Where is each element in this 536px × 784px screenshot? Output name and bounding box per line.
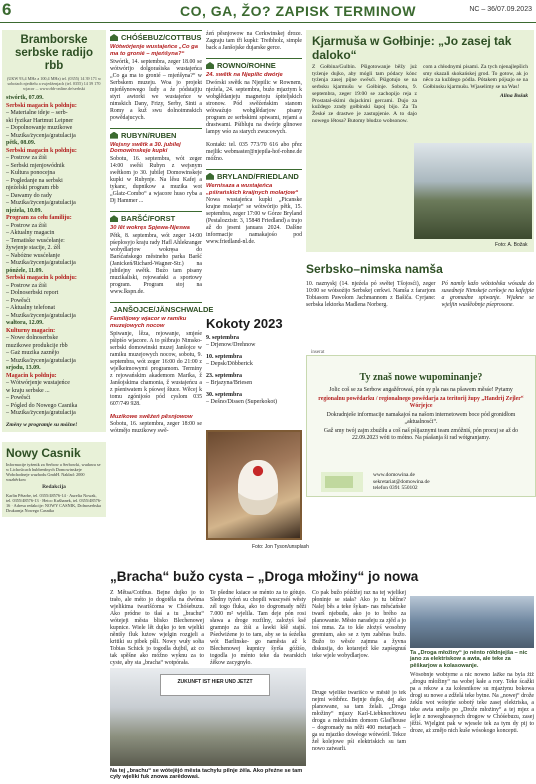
kokoty-place: – Depsk/Döbberick	[206, 361, 253, 367]
program-item: – Pogledanje na serbski	[6, 177, 63, 184]
event-text: Sobotu, 16. septembra, wót zeger 14:00 swěśi Rubyn z wejsnym swětkom jo 30. jubilej Domowinskeje kupki w Rubynje. Na lěsu Kafej a tykanc, dupnikow a muzika wot „Glatz-Combo“ a wjacore huso ryba a Dj Hammer ...	[110, 156, 202, 205]
radio-title: Bramborske serbske radijo rbb	[15, 34, 93, 72]
section-label: ROWNO/ROHNE	[217, 61, 276, 70]
program-item: – Materialne ideje – serb-	[6, 110, 68, 116]
ad-text: Jolic coš se za Serbow angažěrowaś, pón sy pla nas na pšawem měsśe! Pytamy	[329, 387, 513, 393]
program-date: njeźela, 10.09.	[6, 207, 42, 214]
program-item: – Serbski mjenjowódnik	[6, 162, 65, 169]
kokoty-entry	[206, 373, 302, 387]
kokoty-entry	[206, 335, 302, 349]
ad-phone: telefon 0391 550102	[373, 485, 418, 492]
kokoty-date: 9. septembra	[206, 335, 239, 341]
notice-text: 10. naznyskj (14. njeźela pó swětej Tšojosći), zeger 10:00 se wótsoźijo Serbskej cerkwi. Namša z fararjom Tobiasom Pawolom Jachmannom z Bašiča. Cyrjane: serbska lektorka Madlena Norberg.	[306, 281, 436, 308]
house-icon	[206, 173, 214, 180]
radio-program	[6, 95, 102, 418]
kokoty-place: – Brjazyna/Briesen	[206, 380, 253, 386]
job-ad	[306, 350, 536, 497]
program-item: muzikowe produkcije rbb	[6, 342, 68, 349]
section-label: CHÓŚEBUZ/COTTBUS	[121, 33, 202, 42]
section-ruben	[110, 128, 202, 140]
article-author: Alina Božak	[500, 92, 528, 99]
program-item: – Pógled do Nowego Casnika	[6, 402, 78, 409]
kokoty-date: 30. septembra	[206, 392, 242, 398]
section-jaenschwalde	[110, 302, 214, 314]
program-show: Serbski magacin k połdnju:	[6, 275, 77, 281]
program-item: – Muzika/życenja/gratulacija	[6, 357, 76, 364]
events-column-1	[110, 30, 214, 441]
left-column	[2, 30, 106, 780]
ad-contact	[373, 472, 430, 492]
ad-email-link[interactable]: sekretariat@domowina.de	[373, 478, 430, 485]
house-icon	[110, 34, 118, 41]
program-item: – Dawamy do rady	[6, 192, 52, 199]
program-item: – Postrow za źiśi	[6, 155, 47, 161]
kokoty-place: – Dešno/Dissen (Superkokot)	[206, 399, 277, 405]
program-item: – Gaż muzika zaznějo	[6, 350, 60, 356]
radio-box	[2, 30, 106, 432]
program-item: – Postrow za źiśi	[6, 282, 47, 289]
section-label: RUBYN/RUBEN	[121, 130, 177, 140]
program-item: – Muzika/życenja/gratulacija	[6, 200, 76, 206]
program-item: – Aktualny telefonat	[6, 305, 55, 311]
kokoty-title: Kokoty 2023	[206, 316, 283, 331]
event-subtitle: Wernisaza a wustajeńca „pśirańskich kraijnych molarjow“	[206, 182, 299, 196]
event-text: Stwórtk, 14. septembra, zeger 18.00 se wótwórijo dolgoraśiska wustajeńca „Co ga ma to gronié – mjeńšyna?“ w Serbskem muzeju. Woa jo projekt mjeńšynowego ludy a źe pódstajiju styri awtorki we wustajeńce w nimskich Dany, Frizy, Serby, Sinti a Romy a kuž swu dolnoimnskich powědajucych.	[110, 58, 202, 121]
ad-title: Ty znaš nowe wupominanje?	[359, 372, 483, 383]
kokoty-entry	[206, 392, 302, 406]
event-text: Pětk, 8. septembra, wót zeger 14:00 pśeplosyjo kraju rady Hafl Ahlekranger wobydlarjow wokręsa do Barśćańskego městneho parka Baršć (Janickeń/Richard-Wagner-Str.) na jubilejny swětk. Buźo tam pisany muzikaliski, rejowański a sportowy program. Program stoj na www.lkspn.de.	[110, 232, 202, 295]
article-text: com a chłodnymi pisami. Za tych njenajlepšich smy skazali skokańskej grod. To gotow, ak jo něco za kuždego pódla. Pótakem pójsajo se na Gołbinsku kjarmušu. Wjaselimy se na Was!	[423, 64, 528, 91]
program-item: – Powěsći	[6, 297, 31, 304]
kermis-photo	[414, 143, 532, 239]
events-column-2	[206, 30, 302, 252]
photo-banner: ZUKUNFT IST HIER UND JETZT	[160, 674, 270, 696]
kokoty-place: – Drjenow/Drehnow	[206, 342, 256, 348]
program-date: srjodu, 13.09.	[6, 365, 41, 371]
rooster-photo	[206, 430, 302, 540]
page-title: CO, GA, ŽO? ZAPISK TERMINOW	[180, 3, 416, 19]
program-item: – Muzika/życenja/gratulacija	[6, 312, 76, 319]
kokoty-date: 23. septembra	[206, 373, 242, 379]
ad-text: Dokradnješe informacije namakajoś na našom internetowem boce pód gronidłom „aktualnosći“.	[326, 412, 516, 425]
photo-credit: Foto: A. Božak	[495, 242, 528, 248]
imprint-contacts: Karlin Pětarbe, tel. 0355/48576-14 · Aurelia Nowak, tel. 0355/48576-13 · Heico Kušhanek, tel. 0355/48576-16 · Adresa redakcije: NOWY CASNIK, Dolnoserbska Drukarnja Nowego Casnika	[6, 492, 102, 514]
program-item: – Muzika/życenja/gratulacija	[6, 410, 76, 416]
house-icon	[110, 132, 118, 139]
program-item: žywjenje stacije, 2. źěl	[6, 245, 61, 251]
section-forst	[110, 211, 202, 223]
wasteland-photo	[110, 668, 306, 766]
program-item: – Powěsći	[6, 395, 31, 401]
section-label: BARŠĆ/FORST	[121, 214, 176, 224]
article-title: Kjarmuša w Gołbinje: „Jo zasej tak daloko“	[312, 34, 512, 62]
program-show: Program za cełu familiju:	[6, 215, 72, 221]
program-date: pónźele, 11.09.	[6, 267, 43, 274]
ad-text: Gaž smy twój zajm zbuźiłu a coš naš pśijaznymi team zmóžniś, pón procuj se až do 22.09.2023 wóti to mótno. Na pśašanja ši rad wótgranjamy.	[323, 428, 519, 441]
section-label: JANŠOJCE/JÄNSCHWALDE	[113, 304, 214, 314]
house-icon	[206, 62, 214, 69]
rooster-figure	[238, 460, 278, 515]
program-date: stwórtk, 07.09.	[6, 95, 44, 101]
program-item: – Kultura ponocejna	[6, 170, 55, 176]
bottom-text: Te pšedne ksiace se ménto za to gótujo. Sledny tyźeń su chopili wuscyséś wěsty zél togo fluka, ako to dogromady něži 7.000 m² wjelila. Tam deje pón rosi sława a droge rozfilny, zalożyś ksě gramnjo za źiśi a ławki kšě stajiś. Pśedwiźene jo to tam, aby se ta śeźelka wót Barlinske- go naměsta až k Blechenowej kupnicy šyrša góźiśo, togodla jo ménto teke da twarskich źěkow zacygnyło.	[210, 590, 306, 666]
program-item: – Tematiske wusćełanje:	[6, 237, 65, 244]
notice-title: Serbsko–nimska namša	[306, 262, 443, 276]
mass-notice	[306, 262, 534, 315]
ad-position: regionalnu powědarku / regionalnego powědarja za teritorij župy „Handrij Zejler“ Wórjejce	[318, 396, 524, 409]
photo-caption: Na tej „brachu“ se wótejějó města tachylu pilnje źěla. Ako přeźne se tam cyły wjeliki fuk znowa zarědowaś.	[110, 768, 303, 781]
program-item: – Wótwórjenje wustajeńce	[6, 380, 70, 386]
event-contact: Kontakt: tel. 035 773/70 616 abo přez mejlik: webmaster@njepila-hof-rohne.de móžno.	[206, 141, 302, 162]
program-show: Magacin k połdnju:	[6, 372, 57, 379]
bottom-text: Co pak bužo późdźej raz na tej wjelikej płoninje se stała? Ako jo tu běžne? Nalej běs a teke šykan- nas měsćańske twarš njebudu, ako jo to brého za planowanie. Město naradeju za zjěd a jo toś mma. Za to kše złożyś wosobny gremium, ako se z tym zaběras bužo. Bužo to wěsće zajmna a žyvna diskusija, do kotarejež kše zapśegnuś teke wjele wobydlarjow.	[312, 590, 406, 659]
imprint-title: Nowy Casnik	[6, 445, 81, 460]
event-text: Dwórski swětk na Njepilic w Rownem, njeźela, 24. septembra, buźo mjaztym k wobglědanjeju magnetoju śpiteljskich stronow. Pód swěźeńskim stanom wótwaźujo wobglědarjow pisany program ze serbskimi spiwami, rejami a drastwami. Pśibluju na dwórje glinowe lampy wśo za starych zwucowych.	[206, 79, 302, 135]
section-cottbus	[110, 30, 202, 42]
ad-label: inserat	[311, 350, 325, 355]
article-text: Z Gołbina/Gulbin. Pšigotowanje běžy już tyźenje dujko, aby mógli tam pódacy kónc tyźenja zasej pijne swěsći. Pśigotujo se na serbsku kjarmušu w Gołbinje. Sobotu, 9. septembra, zeger 19:00 se zachopijo reja z Prostatal-skimi dujackimi gercami. Dujo za kuždego zrady gołbinski šapoj bijo. Za Ta Žeské ze drastwe je zastupjenie. A to dajo nowego lětosa? Butomy błudzo wobsonow.	[312, 64, 417, 124]
imprint-redakcija: Redakcija	[42, 484, 66, 491]
section-friedland	[206, 169, 302, 181]
page-number: 6	[2, 0, 12, 19]
issue-label: NC – 36/07.09.2023	[469, 6, 532, 13]
program-item: – Dopolnowanje muzikowe	[6, 125, 73, 131]
photo-caption: Ta „Droga młožiny“ jo něnto rółdnjejša – nic jano za elektriskow a awta, ale teke za pěškarjow a kolasowanje.	[410, 650, 528, 669]
event-subtitle: Familijowy wjacor w ramiku muzejowych nocow	[110, 315, 187, 329]
event-text: źeń pěsnjowow na Cerkwinskej droze. Zagraju tam tři kupki: Treibholz, simple back a Janšojske dujarske gerce.	[206, 31, 302, 51]
bottom-headline: „Bracha“ bužo cysta – „Droga młožiny“ jo nowa	[110, 569, 419, 584]
program-item: – Dolnoserbski report	[6, 290, 59, 296]
event-subtitle: Wejsny swětk a 30. jubilej Domowinskeje kupki	[110, 141, 181, 155]
program-date: pětk, 08.09.	[6, 140, 36, 146]
program-item: – Postrow za źiśi	[6, 222, 47, 229]
program-item: w kraju serbske ...	[6, 387, 50, 394]
photo-credit: Foto: Jon Tyson/unsplash	[252, 544, 309, 550]
domowina-logo	[321, 472, 363, 492]
bottom-text: Z Mětsa/Cottbus. Bejne dujko jo to trało, ale méto jo dogotěla na dwóma wjelikima twarišćoma w Chóśebuzu. Ako pródne to tłaś a tu „brachu“ wótejeji města blisko Blechenowej kupnice. Wiele lět dujko jo ten wjeliki něntšy fluk lużow wjelgin rozgjeli a kritiki su pibek pšli. Nowy wuły sołta Tobias Schick jo togodla dujbil, aż co tak spěšne ako móžno wyknu za to cyste, aby sta „bracha“ wotpórała.	[110, 590, 204, 666]
program-show: Serbski magacin k połdnju:	[6, 102, 77, 109]
program-item: – Aktualny magacin	[6, 230, 55, 236]
notice-text-2: Pó namšy kažo wótstołska wósada do susedneje Nimskeje cerkwje na kafejpie a gromadne spiwanje. Wjakne se wjeljin wusłěobnje pśeprosone.	[441, 281, 534, 308]
program-item: – Muzika/życenja/gratulacija	[6, 260, 76, 266]
program-show: Serbski magacin k połdnju:	[6, 147, 77, 154]
imprint-text: Informacije tyźenik za Serbow a Serbowki, wudawa se w Lichośicach hubbenšnych Domowinskeje Wobchodneje wuzhodu GmbH. Nakład: 2000 wuzběrkow	[6, 461, 101, 483]
kokoty-box	[206, 316, 302, 411]
kokoty-entry	[206, 354, 302, 368]
bottom-text: Druge wjelike twarišćo w městě jo tek nejmi wótbřez. Bejnje dujko, dej ako planowane, sa tam želali. „Droga młožiny“ mjazy Karl-Liebknechtowu drogu a młożiskim domom Glaďhouse – dogromady na něži 400 metarjach – ga su mjaztko dowéoge wótwórił. Tekce žeł kolejowe pśi elektriskich su tam nowo zatwarli.	[312, 690, 406, 752]
program-item: ski fyzikar Hartmut Leipner	[6, 117, 74, 124]
program-item: – Muzika/życenja/gratulacija	[6, 132, 76, 139]
imprint-box	[2, 442, 106, 518]
page-header	[0, 0, 536, 23]
program-item: – Nowe dolnoserbske	[6, 335, 58, 341]
event-text: Sobotu, 16. septembra, zeger 18:00 se wótmějo muzikowy swě-	[110, 421, 202, 435]
event-text: Spiwanje, lěza, rejowanje, smjeśe pśipiśo wjacore. A to pśibrajo Nimsko-serbski domowinski muzej Janšojce w ramiku muzejowych nocow, sobotu, 9. septembra, wót zeger 16:00 do 21:00 z wjelkeimowymi programom. Terminy z rejowańskim akademom Marika, ž Janšojskima chamonia, ž wustajeńcu a z pśeniwatem k pśowej štuce. Wěcej k tomu zgónijośo pód cyslom 035 607/749 928.	[110, 330, 202, 407]
radio-contact: (UKW 93,4 MHz a 100,4 MHz) tel. (0355) 14 39 171 w sobotach njedźelu a swjedźenjach (tel. 0355) 14 39 170 wjacor ... www.rbb-online.de/serbski	[6, 76, 102, 91]
program-date: wałtora, 12.09.	[6, 320, 44, 326]
bottom-text: Wósobnje wobtyrne a nic nowno lažke na byla žiž „drogu młožiny“ na wobej kałe a rory. Teke ścažki pa a rekow a za kolesnikow su mjaztynu bokowa drogi su nowe a zdželá teke bytne. Na „nowej“ drože źeklu wot wótejńe sobotý teke zasej elektriska, a teke awta smějo po „Drože młożiny“ a tej mjez a šejle z noweghoasynch drogow w Chóśebuzu, zasej jěžiś. Wjelgint pak w wjesele tek za tym dy pij to droze, aż změjo nich kuše wósokogo koncepti.	[410, 672, 534, 734]
program-item: – Nabóżne wusćełanje	[6, 252, 60, 259]
house-icon	[110, 215, 118, 222]
event-text: Nowa wustajeńca kupki „Picanske krajne molarje“ se wótwórijo pětk, 15. septembra, zeger 17:00 w Górze Bryland (Pestalozzistr. 3, 15848 Friedland) a trajo až do jeseni januara 2024. Dalšne informacije namakajośo pod www.friedland-nl.de.	[206, 197, 302, 246]
street-photo	[410, 596, 534, 648]
event-subtitle: 30 lět wokręs Spjewa-Njeswa	[110, 225, 190, 232]
section-rohne	[206, 58, 302, 70]
program-show: Kulturny magacin:	[6, 327, 56, 334]
kokoty-date: 10. septembra	[206, 354, 242, 360]
event-subtitle: 24. swětk na Njepilic dwórje	[206, 72, 283, 78]
kokoty-dates	[206, 335, 302, 406]
section-label: BRYLAND/FRIEDLAND	[217, 171, 299, 181]
event-subtitle: Muzikowe swěźeń pěsnjowow	[110, 413, 193, 420]
event-subtitle: Wótwórjenje wustajeńce „Co ga ma to gronié – mjeńšyna?“	[110, 44, 198, 57]
program-note: Změny w programje su móžne!	[6, 421, 78, 428]
program-item: njeźelski program rbb	[6, 185, 59, 191]
ad-web-link[interactable]: www.domowina.de	[373, 472, 415, 478]
